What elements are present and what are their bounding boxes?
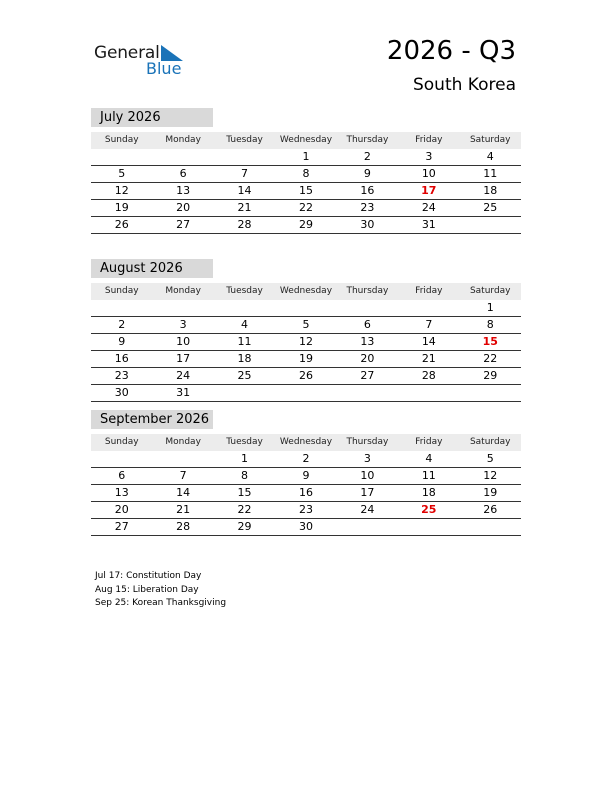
day-cell: 1 [302, 150, 310, 163]
day-cell: 26 [483, 503, 498, 516]
day-cell [460, 519, 521, 535]
day-cell: 11 [483, 167, 498, 180]
holiday-notes [95, 570, 226, 611]
day-cell: 23 [298, 503, 313, 516]
weekday-header-row [91, 132, 521, 149]
day-cell: 27 [114, 520, 129, 533]
day-cell [275, 385, 336, 401]
week-row [91, 149, 521, 166]
day-cell: 6 [118, 469, 126, 482]
week-row [91, 351, 521, 368]
day-cell: 1 [486, 301, 494, 314]
day-cell: 14 [237, 184, 252, 197]
day-cell [91, 149, 152, 165]
day-cell [337, 385, 398, 401]
week-row [91, 468, 521, 485]
week-row [91, 334, 521, 351]
week-row [91, 368, 521, 385]
month-title: August 2026 [91, 259, 213, 278]
day-cell [152, 149, 213, 165]
holiday-note: Aug 15: Liberation Day [95, 584, 199, 595]
day-cell: 25 [237, 369, 252, 382]
day-cell: 10 [421, 167, 436, 180]
holiday-day-cell: 25 [421, 503, 437, 516]
day-cell: 7 [425, 318, 433, 331]
day-cell: 21 [176, 503, 191, 516]
day-cell: 4 [425, 452, 433, 465]
day-cell [214, 149, 275, 165]
day-cell: 5 [486, 452, 494, 465]
weekday-label: Tuesday [226, 286, 263, 296]
day-cell [337, 519, 398, 535]
day-cell: 8 [241, 469, 249, 482]
day-cell: 19 [483, 486, 498, 499]
day-cell: 30 [298, 520, 313, 533]
day-cell: 13 [114, 486, 129, 499]
day-cell: 10 [176, 335, 191, 348]
day-cell: 8 [486, 318, 494, 331]
day-cell: 29 [483, 369, 498, 382]
day-cell [337, 300, 398, 316]
day-cell: 4 [486, 150, 494, 163]
weekday-label: Saturday [469, 135, 511, 145]
day-cell: 18 [483, 184, 498, 197]
weekday-header-row [91, 434, 521, 451]
day-cell: 16 [298, 486, 313, 499]
day-cell: 22 [483, 352, 498, 365]
day-cell: 30 [360, 218, 375, 231]
day-cell [152, 300, 213, 316]
month-august [91, 259, 521, 402]
day-cell: 11 [421, 469, 436, 482]
day-cell: 5 [302, 318, 310, 331]
weekday-label: Friday [415, 286, 443, 296]
week-row [91, 385, 521, 402]
day-cell: 22 [237, 503, 252, 516]
day-cell [398, 300, 459, 316]
day-cell: 20 [114, 503, 129, 516]
day-cell: 26 [114, 218, 129, 231]
day-cell: 12 [298, 335, 313, 348]
weekday-header-row [91, 283, 521, 300]
weekday-label: Sunday [104, 286, 139, 296]
day-cell: 23 [114, 369, 129, 382]
day-cell: 5 [118, 167, 126, 180]
holiday-day-cell: 17 [421, 184, 437, 197]
day-cell [91, 451, 152, 467]
day-cell: 2 [118, 318, 126, 331]
weekday-label: Sunday [104, 437, 139, 447]
day-cell: 15 [298, 184, 313, 197]
month-september [91, 410, 521, 536]
weekday-label: Friday [415, 135, 443, 145]
weekday-label: Tuesday [226, 135, 263, 145]
holiday-note: Jul 17: Constitution Day [95, 571, 202, 581]
day-cell: 13 [360, 335, 375, 348]
day-cell: 6 [179, 167, 187, 180]
day-cell: 2 [302, 452, 310, 465]
weekday-label: Tuesday [226, 437, 263, 447]
day-cell: 10 [360, 469, 375, 482]
day-cell: 26 [298, 369, 313, 382]
day-cell: 3 [179, 318, 187, 331]
day-cell: 7 [241, 167, 249, 180]
month-title: September 2026 [91, 410, 213, 429]
page-title: 2026 - Q3 [386, 36, 516, 66]
week-row [91, 200, 521, 217]
day-cell: 3 [425, 150, 433, 163]
holiday-note: Sep 25: Korean Thanksgiving [95, 598, 227, 608]
week-row [91, 519, 521, 536]
week-row [91, 485, 521, 502]
day-cell: 29 [237, 520, 252, 533]
day-cell [214, 300, 275, 316]
day-cell: 23 [360, 201, 375, 214]
day-cell [398, 385, 459, 401]
day-cell: 6 [363, 318, 371, 331]
holiday-day-cell: 15 [482, 335, 498, 348]
day-cell: 18 [237, 352, 252, 365]
day-cell: 16 [360, 184, 375, 197]
day-cell: 12 [483, 469, 498, 482]
weekday-label: Monday [165, 286, 201, 296]
day-cell [152, 451, 213, 467]
day-cell: 22 [298, 201, 313, 214]
weekday-label: Thursday [346, 135, 389, 145]
weekday-label: Wednesday [279, 286, 333, 296]
day-cell: 30 [114, 386, 129, 399]
weekday-label: Saturday [469, 286, 511, 296]
weekday-label: Monday [165, 437, 201, 447]
week-row [91, 451, 521, 468]
day-cell: 8 [302, 167, 310, 180]
day-cell: 28 [237, 218, 252, 231]
day-cell: 24 [176, 369, 191, 382]
day-cell: 21 [421, 352, 436, 365]
weekday-label: Sunday [104, 135, 139, 145]
week-row [91, 166, 521, 183]
day-cell: 20 [360, 352, 375, 365]
day-cell: 24 [421, 201, 436, 214]
day-cell: 31 [421, 218, 436, 231]
day-cell: 13 [176, 184, 191, 197]
day-cell [91, 300, 152, 316]
week-row [91, 300, 521, 317]
day-cell: 3 [363, 452, 371, 465]
day-cell: 27 [360, 369, 375, 382]
month-title: July 2026 [91, 108, 213, 127]
day-cell: 19 [114, 201, 129, 214]
day-cell: 18 [421, 486, 436, 499]
day-cell: 28 [421, 369, 436, 382]
day-cell: 9 [118, 335, 126, 348]
day-cell: 9 [363, 167, 371, 180]
day-cell: 28 [176, 520, 191, 533]
day-cell: 16 [114, 352, 129, 365]
logo-text-blue: Blue [146, 59, 182, 78]
weekday-label: Thursday [346, 437, 389, 447]
weekday-label: Monday [165, 135, 201, 145]
day-cell: 1 [241, 452, 249, 465]
week-row [91, 317, 521, 334]
week-row [91, 217, 521, 234]
day-cell: 27 [176, 218, 191, 231]
month-july [91, 108, 521, 234]
day-cell: 29 [298, 218, 313, 231]
weekday-label: Friday [415, 437, 443, 447]
day-cell: 20 [176, 201, 191, 214]
day-cell: 24 [360, 503, 375, 516]
day-cell [460, 217, 521, 233]
day-cell: 21 [237, 201, 252, 214]
day-cell: 2 [363, 150, 371, 163]
weekday-label: Wednesday [279, 437, 333, 447]
weekday-label: Wednesday [279, 135, 333, 145]
day-cell: 17 [176, 352, 191, 365]
country-name: South Korea [412, 75, 516, 95]
day-cell [460, 385, 521, 401]
weekday-label: Thursday [346, 286, 389, 296]
day-cell: 17 [360, 486, 375, 499]
day-cell: 12 [114, 184, 129, 197]
day-cell: 7 [179, 469, 187, 482]
day-cell: 9 [302, 469, 310, 482]
day-cell: 4 [241, 318, 249, 331]
weekday-label: Saturday [469, 437, 511, 447]
day-cell [275, 300, 336, 316]
day-cell [214, 385, 275, 401]
day-cell: 14 [421, 335, 436, 348]
day-cell: 19 [298, 352, 313, 365]
day-cell: 14 [176, 486, 191, 499]
logo-text-general: General [94, 43, 160, 63]
week-row [91, 183, 521, 200]
day-cell: 25 [483, 201, 498, 214]
day-cell: 31 [176, 386, 191, 399]
day-cell [398, 519, 459, 535]
day-cell: 11 [237, 335, 252, 348]
week-row [91, 502, 521, 519]
day-cell: 15 [237, 486, 252, 499]
generalblue-logo [94, 40, 194, 80]
